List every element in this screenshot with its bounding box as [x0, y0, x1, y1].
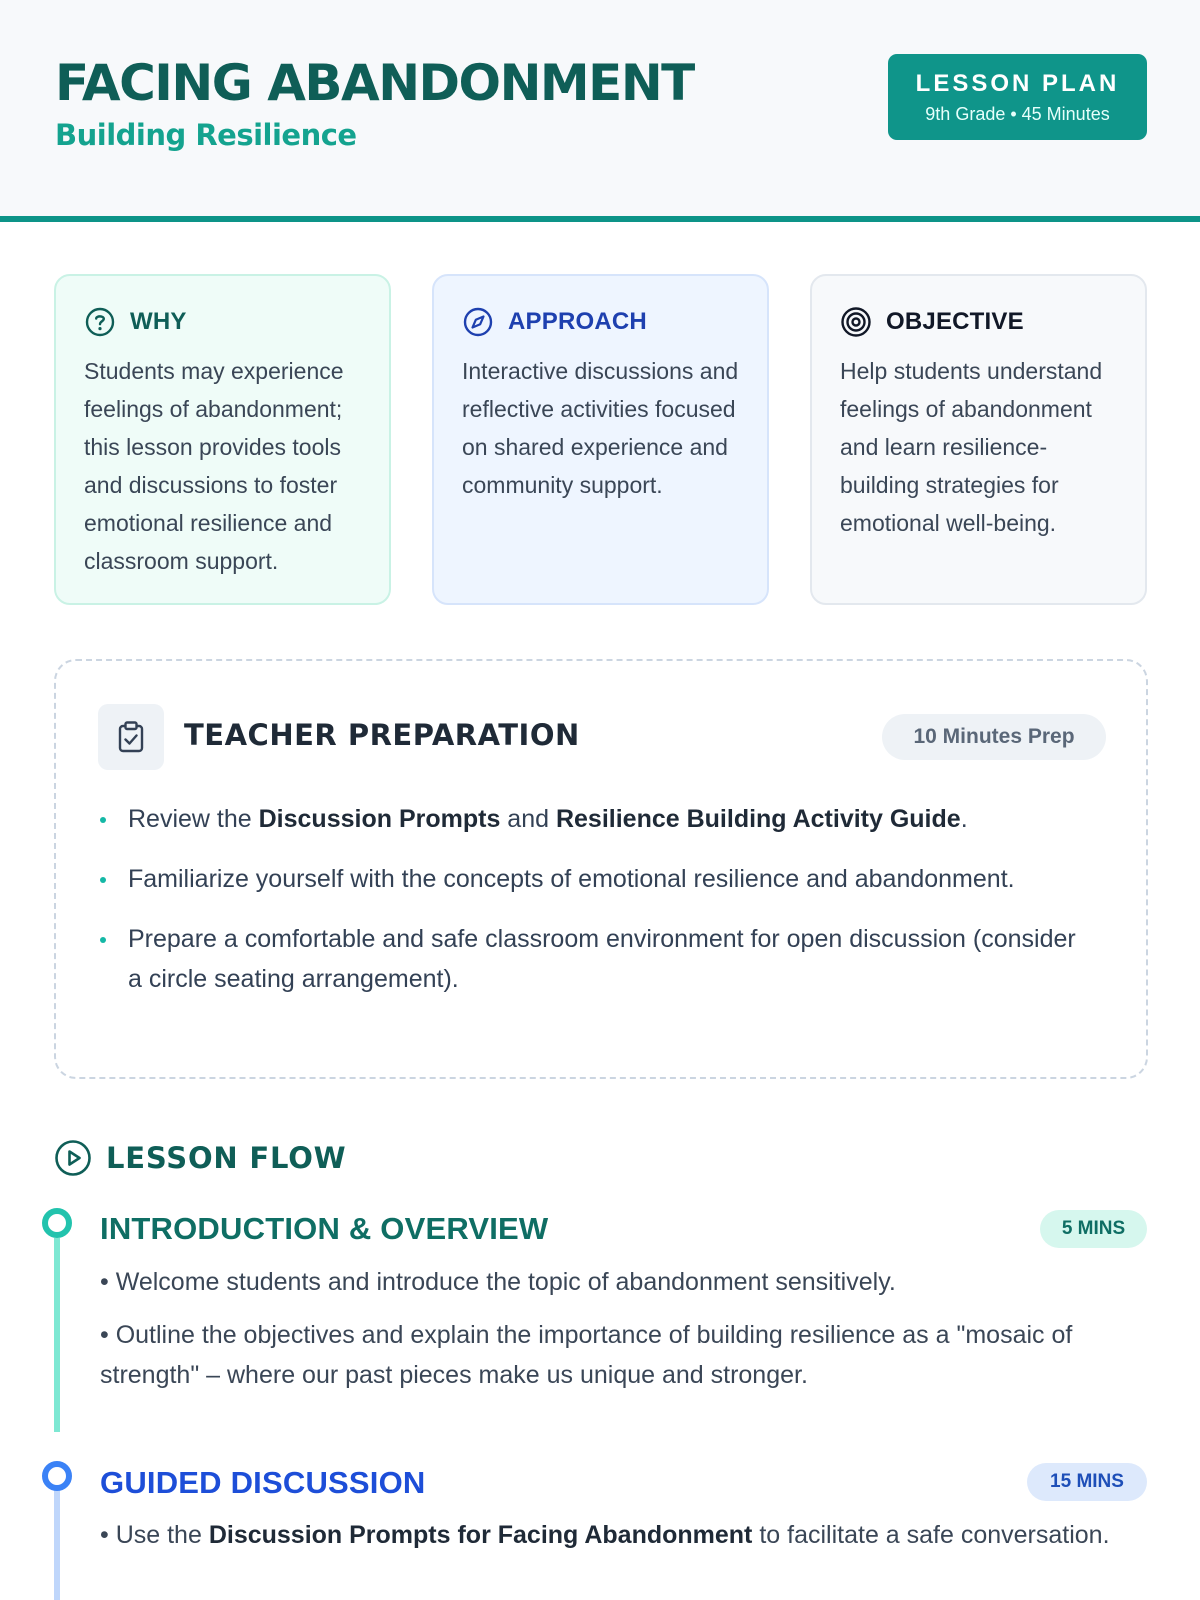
approach-card-text: Interactive discussions and reflective activities focused on shared experience and community support. [462, 358, 739, 498]
timeline-rail [54, 1490, 60, 1600]
lesson-plan-badge [888, 54, 1147, 140]
objective-card-text: Help students understand feelings of abandonment and learn resilience-building strategies for emotional well-being. [840, 358, 1103, 536]
timeline-rail [54, 1238, 60, 1432]
step-title-guided-discussion: GUIDED DISCUSSION [100, 1465, 426, 1500]
why-card-label: WHY [130, 308, 187, 335]
why-card-text: Students may experience feelings of abandonment; this lesson provides tools and discussions to foster emotional resilience and classroom support. [84, 358, 344, 574]
page-subtitle: Building Resilience [55, 118, 357, 152]
step-bullet: • Welcome students and introduce the topic of abandonment sensitively. [100, 1268, 896, 1296]
question-circle-icon [84, 306, 116, 338]
step-duration-badge: 5 MINS [1040, 1210, 1147, 1248]
list-item: Familiarize yourself with the concepts of emotional resilience and abandonment. [96, 859, 1096, 899]
clipboard-check-icon [98, 704, 164, 770]
objective-card [810, 274, 1147, 605]
lesson-meta: 9th Grade • 45 Minutes [925, 104, 1110, 124]
step-bullet: • Use the Discussion Prompts for Facing Abandonment to facilitate a safe conversation. [100, 1521, 1110, 1549]
timeline-node [42, 1208, 72, 1238]
approach-card [432, 274, 769, 605]
lesson-plan-label: LESSON PLAN [915, 70, 1120, 97]
header [0, 0, 1200, 222]
compass-icon [462, 306, 494, 338]
list-item: Review the Discussion Prompts and Resilience Building Activity Guide. [96, 799, 1096, 839]
prep-list [96, 799, 1096, 1019]
timeline-node [42, 1461, 72, 1491]
prep-title: TEACHER PREPARATION [184, 718, 580, 752]
teacher-preparation-panel [54, 659, 1148, 1079]
prep-time-badge: 10 Minutes Prep [882, 714, 1106, 760]
step-title-introduction: INTRODUCTION & OVERVIEW [100, 1211, 549, 1246]
why-card [54, 274, 391, 605]
lesson-flow-heading [54, 1138, 346, 1178]
lesson-flow-title: LESSON FLOW [106, 1141, 347, 1175]
step-duration-badge: 15 MINS [1027, 1463, 1147, 1501]
list-item: Prepare a comfortable and safe classroom environment for open discussion (consider a circle seating arrangement). [96, 919, 1096, 999]
target-icon [840, 306, 872, 338]
step-bullet: • Outline the objectives and explain the importance of building resilience as a "mosaic of strength" – where our past pieces make us unique and stronger. [100, 1321, 1073, 1389]
play-circle-icon [54, 1139, 92, 1177]
objective-card-label: OBJECTIVE [886, 308, 1024, 335]
approach-card-label: APPROACH [508, 308, 647, 335]
page-title: FACING ABANDONMENT [55, 54, 694, 112]
